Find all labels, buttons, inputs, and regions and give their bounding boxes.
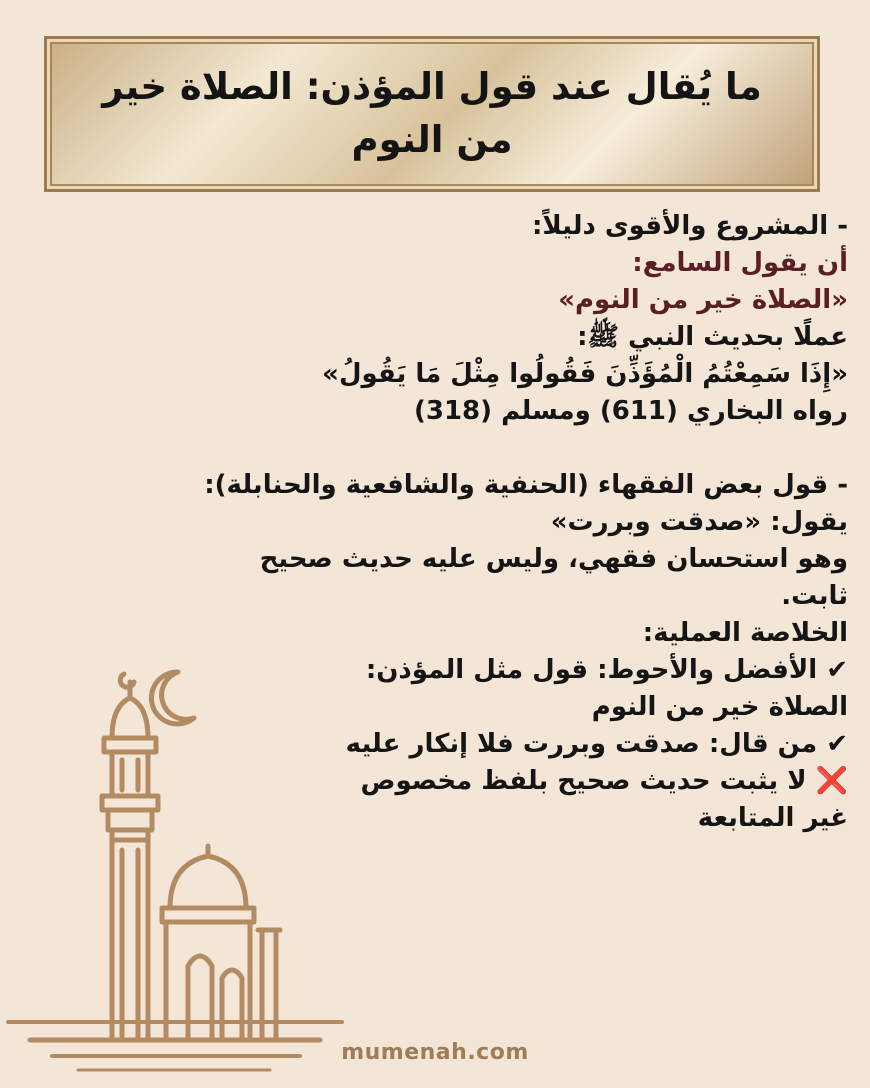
text-listener-says: أن يقول السامع: — [632, 248, 848, 278]
title-banner — [44, 36, 820, 192]
hadith-reference: رواه البخاري (611) ومسلم (318) — [413, 396, 848, 426]
text-thabit: ثابت. — [781, 581, 848, 611]
hadith-quote: «إِذَا سَمِعْتُمُ الْمُؤَذِّنَ فَقُولُوا مِثْلَ مَا يَقُولُ» — [322, 359, 848, 389]
heading-preferred-view: - المشروع والأقوى دليلاً: — [531, 211, 848, 241]
content-text — [88, 208, 848, 837]
text-juristic-preference: وهو استحسان فقهي، وليس عليه حديث صحيح — [259, 544, 848, 574]
spacer — [88, 430, 848, 467]
heading-practical-summary: الخلاصة العملية: — [642, 618, 848, 648]
heading-scholars-view: - قول بعض الفقهاء (الحنفية والشافعية والحنابلة): — [204, 470, 848, 500]
website-footer: mumenah.com — [341, 1040, 529, 1065]
page-title: ما يُقال عند قول المؤذن: الصلاة خير من النوم — [102, 65, 762, 161]
summary-item-not-proven: ❌ لا يثبت حديث صحيح بلفظ مخصوص — [360, 766, 848, 796]
summary-item-no-objection: ✔ من قال: صدقت وبررت فلا إنكار عليه — [345, 729, 848, 759]
quote-prayer-better-than-sleep: «الصلاة خير من النوم» — [558, 285, 848, 315]
text-says-sadaqta: يقول: «صدقت وبررت» — [550, 507, 848, 537]
summary-item-best-cont: الصلاة خير من النوم — [591, 692, 848, 722]
text-by-hadith: عملًا بحديث النبي ﷺ: — [577, 322, 848, 352]
summary-item-not-proven-cont: غير المتابعة — [697, 803, 848, 833]
summary-item-best: ✔ الأفضل والأحوط: قول مثل المؤذن: — [365, 655, 848, 685]
